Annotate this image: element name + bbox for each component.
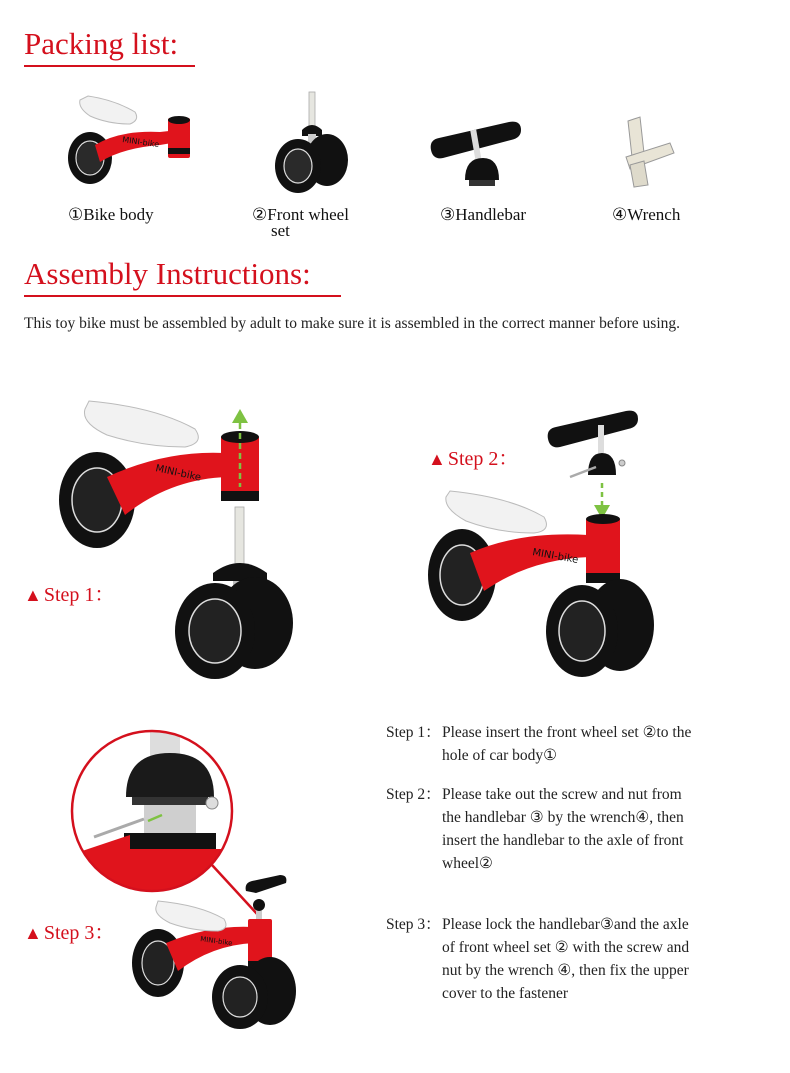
triangle-icon: ▲ bbox=[24, 585, 42, 605]
brand-text: MINI-bike bbox=[121, 135, 160, 150]
instruction-step2-label: Step 2： bbox=[386, 786, 441, 803]
step1-illustration bbox=[55, 395, 300, 680]
packing-list-title: Packing list: bbox=[24, 26, 179, 61]
assembly-intro: This toy bike must be assembled by adult to make sure it is assembled in the correct manner before using. bbox=[24, 315, 681, 332]
packing-list-underline bbox=[24, 65, 195, 67]
instruction-step2-text: Please take out the screw and nut from the handlebar ③ by the wrench④, then insert the handlebar to the axle of front wheel② bbox=[442, 786, 684, 872]
step3-illustration bbox=[70, 725, 310, 1030]
triangle-icon: ▲ bbox=[24, 923, 42, 943]
part-label-bike-body: ①Bike body bbox=[68, 205, 154, 224]
brand-text-step3: MINI-bike bbox=[199, 935, 233, 948]
instruction-step2 bbox=[386, 783, 701, 875]
handlebar-image bbox=[425, 110, 525, 195]
brand-text-step2: MINI-bike bbox=[531, 547, 580, 566]
step1-badge: ▲ Step 1： bbox=[24, 584, 115, 606]
assembly-underline bbox=[24, 295, 341, 297]
instruction-step3-label: Step 3： bbox=[386, 916, 441, 933]
part-label-front-wheel: ②Front wheel bbox=[252, 205, 349, 224]
triangle-icon: ▲ bbox=[428, 449, 446, 469]
step3-badge: ▲ Step 3： bbox=[24, 922, 115, 944]
instruction-step1 bbox=[386, 721, 701, 767]
instruction-step3-text: Please lock the handlebar③and the axle of front wheel set ② with the screw and nut by the wrench ④, then fix the upper cover to the fastener bbox=[442, 916, 690, 1002]
assembly-title: Assembly Instructions: bbox=[24, 256, 311, 291]
wrench-image bbox=[610, 115, 680, 190]
instruction-step1-text: Please insert the front wheel set ②to the hole of car body① bbox=[442, 724, 692, 764]
part-label-wrench: ④Wrench bbox=[612, 205, 681, 224]
part-label-front-wheel-2: set bbox=[271, 221, 290, 240]
bike-body-image bbox=[60, 90, 200, 195]
part-label-handlebar: ③Handlebar bbox=[440, 205, 527, 224]
instruction-step3 bbox=[386, 913, 701, 1005]
step2-illustration bbox=[420, 405, 660, 680]
brand-text-step1: MINI-bike bbox=[154, 463, 202, 484]
step2-badge: ▲ Step 2： bbox=[428, 448, 519, 470]
front-wheel-image bbox=[270, 90, 360, 195]
instruction-step1-label: Step 1： bbox=[386, 724, 441, 741]
